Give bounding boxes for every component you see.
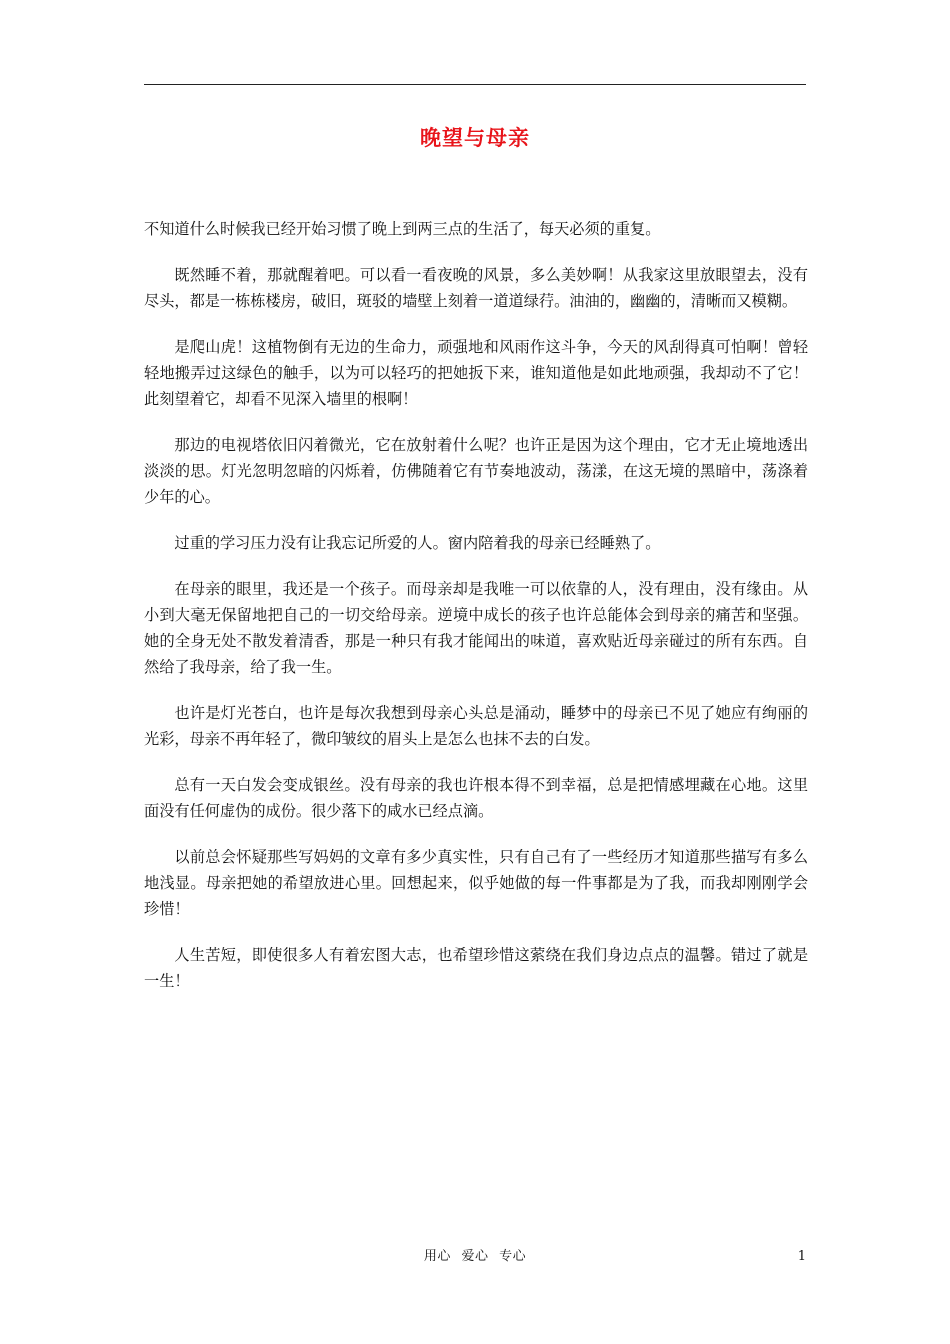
paragraph: 总有一天白发会变成银丝。没有母亲的我也许根本得不到幸福，总是把情感埋藏在心地。这里面没有任何虚伪的成份。很少落下的咸水已经点滴。: [144, 776, 808, 820]
paragraph: 不知道什么时候我已经开始习惯了晚上到两三点的生活了，每天必须的重复。: [144, 220, 661, 238]
paragraph: 在母亲的眼里，我还是一个孩子。而母亲却是我唯一可以依靠的人，没有理由，没有缘由。从小到大毫无保留地把自己的一切交给母亲。逆境中成长的孩子也许总能体会到母亲的痛苦和坚强。她的全身无处不散发着清香，那是一种只有我才能闻出的味道，喜欢贴近母亲碰过的所有东西。自然给了我母亲，给了我一生。: [144, 580, 808, 676]
paragraph: 以前总会怀疑那些写妈妈的文章有多少真实性，只有自己有了一些经历才知道那些描写有多么地浅显。母亲把她的希望放进心里。回想起来，似乎她做的每一件事都是为了我，而我却刚刚学会珍惜！: [144, 848, 808, 918]
page-number: 1: [797, 1249, 806, 1264]
paragraph: 那边的电视塔依旧闪着微光，它在放射着什么呢？也许正是因为这个理由，它才无止境地透出淡淡的思。灯光忽明忽暗的闪烁着，仿佛随着它有节奏地波动，荡漾，在这无境的黑暗中，荡涤着少年的心。: [144, 436, 808, 506]
document-body: [144, 216, 808, 1014]
paragraph: 也许是灯光苍白，也许是每次我想到母亲心头总是涌动，睡梦中的母亲已不见了她应有绚丽的光彩，母亲不再年轻了，微印皱纹的眉头上是怎么也抹不去的白发。: [144, 704, 808, 748]
document-title: 晚望与母亲: [420, 125, 530, 150]
paragraph: 既然睡不着，那就醒着吧。可以看一看夜晚的风景，多么美妙啊！从我家这里放眼望去，没有尽头，都是一栋栋楼房，破旧，斑驳的墙壁上刻着一道道绿荇。油油的，幽幽的，清晰而又模糊。: [144, 266, 808, 310]
paragraph: 人生苦短，即使很多人有着宏图大志，也希望珍惜这萦绕在我们身边点点的温馨。错过了就是一生！: [144, 946, 808, 990]
paragraph: 是爬山虎！这植物倒有无边的生命力，顽强地和风雨作这斗争，今天的风刮得真可怕啊！曾轻轻地搬弄过这绿色的触手，以为可以轻巧的把她扳下来，谁知道他是如此地顽强，我却动不了它！此刻望着它，却看不见深入墙里的根啊！: [144, 338, 808, 408]
paragraph: 过重的学习压力没有让我忘记所爱的人。窗内陪着我的母亲已经睡熟了。: [174, 534, 661, 552]
header-rule: [144, 84, 806, 85]
footer-motto: 用心 爱心 专心: [423, 1249, 527, 1264]
